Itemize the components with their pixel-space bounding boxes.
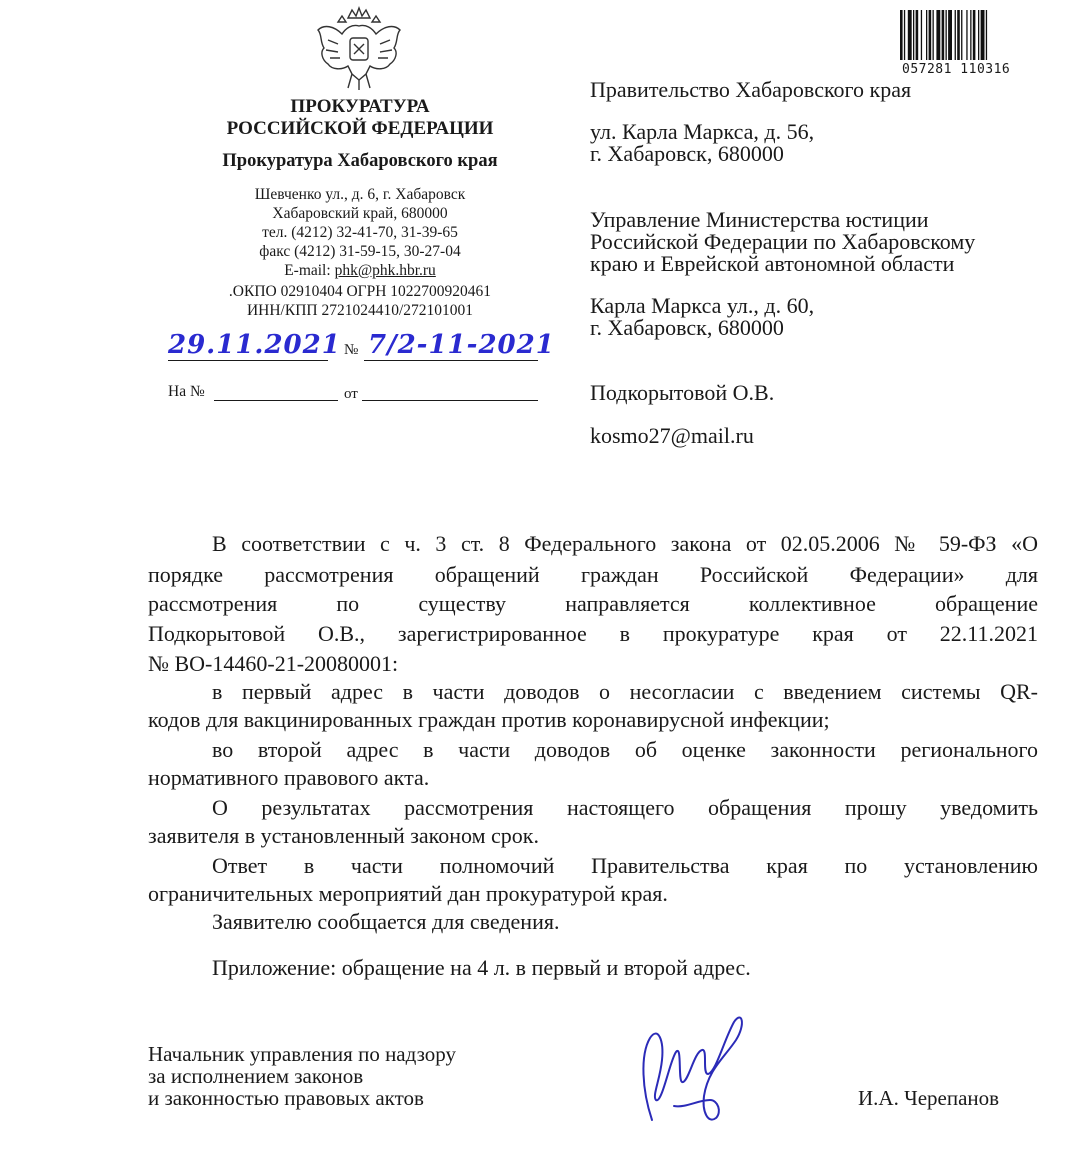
ref-number-label: На № — [168, 383, 205, 400]
org-fax: факс (4212) 31-59-15, 30-27-04 — [259, 243, 461, 260]
org-inn: ИНН/КПП 2721024410/272101001 — [246, 302, 474, 319]
org-address-line1: Шевченко ул., д. 6, г. Хабаровск — [254, 186, 466, 203]
recipient3-email[interactable]: kosmo27@mail.ru — [590, 423, 754, 448]
barcode — [900, 10, 1040, 60]
body-line-6: в первый адрес в части доводов о несогласии с введением системы QR- — [212, 679, 1038, 704]
barcode-bar — [948, 10, 952, 60]
barcode-bar — [929, 10, 932, 60]
body-line-10: О результатах рассмотрения настоящего обращения прошу уведомить — [212, 795, 1038, 820]
handwritten-date: 29.11.2021 — [168, 330, 341, 360]
body-line-1: В соответствии с ч. 3 ст. 8 Федерального закона от 02.05.2006 № 59-ФЗ «О — [212, 531, 1038, 556]
barcode-bar — [900, 10, 903, 60]
barcode-bar — [921, 10, 922, 60]
ref-from-line — [362, 400, 538, 401]
recipient2-address2: г. Хабаровск, 680000 — [590, 315, 784, 340]
body-line-3: рассмотрения по существу направляется коллективное обращение — [148, 591, 1038, 616]
body-line-2: порядке рассмотрения обращений граждан Российской Федерации» для — [148, 562, 1038, 587]
barcode-bar — [970, 10, 971, 60]
body-line-9: нормативного правового акта. — [148, 765, 430, 790]
recipient3-name: Подкорытовой О.В. — [590, 380, 775, 405]
barcode-bar — [926, 10, 927, 60]
date-underline — [168, 360, 328, 361]
ref-number-line — [214, 400, 338, 401]
barcode-bar — [981, 10, 985, 60]
body-line-4: Подкорытовой О.В., зарегистрированное в прокуратуре края от 22.11.2021 — [148, 621, 1038, 646]
recipient2-name3: краю и Еврейской автономной области — [590, 251, 955, 276]
barcode-bar — [908, 10, 912, 60]
signer-title-line3: и законностью правовых актов — [148, 1086, 424, 1110]
org-email-label: E-mail: — [284, 262, 335, 279]
attachment-line: Приложение: обращение на 4 л. в первый и второй адрес. — [212, 955, 751, 980]
barcode-bar — [904, 10, 905, 60]
handwritten-signature — [612, 1000, 762, 1135]
signer-name: И.А. Черепанов — [858, 1086, 1000, 1110]
signer-title-line1: Начальник управления по надзору — [148, 1042, 456, 1066]
body-line-5: № ВО-14460-21-20080001: — [148, 651, 399, 676]
body-line-13: ограничительных мероприятий дан прокуратурой края. — [148, 881, 668, 906]
recipient2-name2: Российской Федерации по Хабаровскому — [590, 229, 976, 254]
org-okpo: .ОКПО 02910404 ОГРН 1022700920461 — [228, 283, 492, 300]
org-phone: тел. (4212) 32-41-70, 31-39-65 — [262, 224, 458, 241]
barcode-bar — [933, 10, 934, 60]
barcode-bar — [916, 10, 919, 60]
barcode-bar — [942, 10, 945, 60]
barcode-bar — [936, 10, 940, 60]
org-subtitle: Прокуратура Хабаровского края — [222, 151, 498, 171]
barcode-bar — [973, 10, 976, 60]
barcode-bar — [955, 10, 956, 60]
barcode-bar — [957, 10, 960, 60]
barcode-bar — [961, 10, 962, 60]
number-sign: № — [344, 342, 359, 358]
coat-of-arms-emblem — [312, 4, 406, 92]
barcode-bar — [966, 10, 967, 60]
body-line-7: кодов для вакцинированных граждан против коронавирусной инфекции; — [148, 707, 830, 732]
barcode-bar — [946, 10, 947, 60]
barcode-bar — [913, 10, 914, 60]
recipient1-address1: ул. Карла Маркса, д. 56, — [590, 119, 815, 144]
org-email-link[interactable]: phk@phk.hbr.ru — [334, 262, 436, 279]
org-email-row — [140, 262, 580, 279]
body-line-14: Заявителю сообщается для сведения. — [212, 909, 560, 934]
ref-from-label: от — [344, 386, 358, 402]
body-line-12: Ответ в части полномочий Правительства края по установлению — [212, 853, 1038, 878]
number-underline — [364, 360, 538, 361]
recipient2-address1: Карла Маркса ул., д. 60, — [590, 293, 815, 318]
recipient2-name1: Управление Министерства юстиции — [590, 207, 929, 232]
org-address-line2: Хабаровский край, 680000 — [272, 205, 448, 222]
recipient1-address2: г. Хабаровск, 680000 — [590, 141, 784, 166]
body-line-8: во второй адрес в части доводов об оценке законности регионального — [212, 737, 1038, 762]
org-title-line1: ПРОКУРАТУРА — [290, 96, 430, 117]
recipient1-name: Правительство Хабаровского края — [590, 77, 912, 102]
org-title-line2: РОССИЙСКОЙ ФЕДЕРАЦИИ — [226, 118, 494, 139]
handwritten-number: 7/2-11-2021 — [368, 330, 555, 360]
body-line-11: заявителя в установленный законом срок. — [148, 823, 539, 848]
barcode-bar — [986, 10, 987, 60]
barcode-bar — [978, 10, 979, 60]
barcode-number: 057281 110316 — [902, 62, 1011, 77]
signer-title-line2: за исполнением законов — [148, 1064, 364, 1088]
